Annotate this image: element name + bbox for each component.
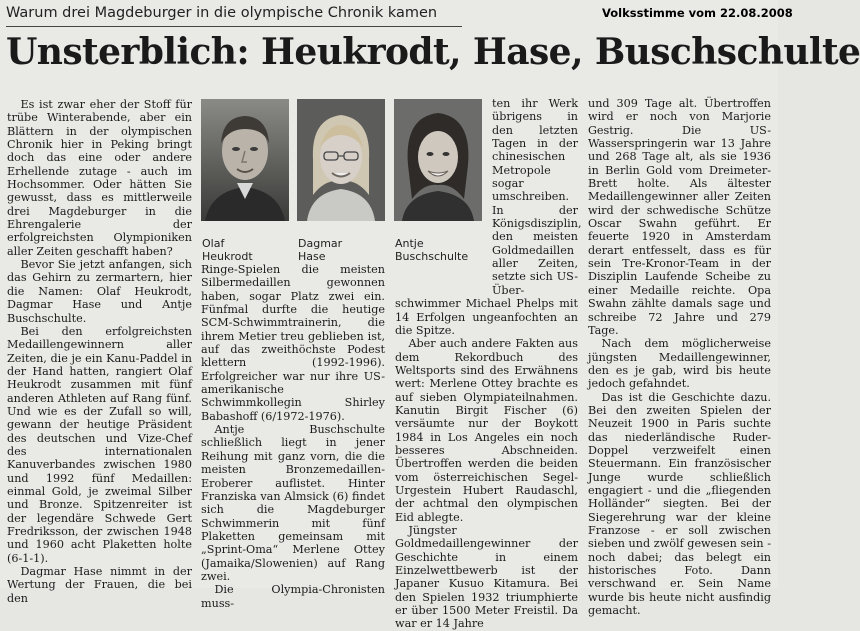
paragraph: Antje Buschschulte schließlich liegt in jener Reihung mit ganz vorn, die die meisten Bronzemedaillen-Eroberer auflistet. Hinter Franziska van Almsick (6) findet sich die Magdeburger Schwimmerin mit fünf Plaketten gemeinsam mit „Sprint-Oma“ Merlene Ottey (Jamaika/Slowenien) auf Rang zwei. bbox=[201, 423, 385, 583]
article-column-1 bbox=[7, 98, 192, 605]
paragraph: schwimmer Michael Phelps mit 14 Erfolgen ungeanfochten an die Spitze. bbox=[395, 297, 578, 337]
paragraph: Dagmar Hase nimmt in der Wertung der Frauen, die bei den bbox=[7, 565, 192, 605]
paragraph: Die Olympia-Chronisten muss- bbox=[201, 583, 385, 610]
article-column-2 bbox=[201, 263, 385, 610]
headline: Unsterblich: Heukrodt, Hase, Buschschulte bbox=[6, 31, 860, 73]
photo-caption-hase: Dagmar Hase bbox=[298, 237, 343, 263]
photo-olaf-heukrodt bbox=[201, 99, 289, 221]
paragraph: Bevor Sie jetzt anfangen, sich das Gehirn zu zermartern, hier die Namen: Olaf Heukrodt, Dagmar Hase und Antje Buschschulte. bbox=[7, 258, 192, 325]
paragraph: Das ist die Geschichte dazu. Bei den zweiten Spielen der Neuzeit 1900 in Paris suchte das niederländische Ruder-Doppel verzweifelt einen Steuermann. Ein französischer Junge wurde schließlich engagiert - und die „fliegenden Holländer“ siegten. Bei der Siegerehrung war der kleine Franzose - er soll zwischen sieben und zwölf gewesen sein - noch dabei; das belegt ein historisches Foto. Dann verschwand er. Sein Name wurde bis heute nicht ausfindig gemacht. bbox=[588, 390, 771, 618]
paragraph: Aber auch andere Fakten aus dem Rekordbuch des Weltsports sind des Erwähnens wert: Merlene Ottey brachte es auf sieben Olympiateilnahmen. Kanutin Birgit Fischer (6) versäumte nur der Boykott 1984 in Los Angeles ein noch besseres Abschneiden. Übertroffen werden die beiden vom österreichischen Segel-Urgestein Hubert Raudaschl, der achtmal den olympischen Eid ablegte. bbox=[395, 337, 578, 524]
paragraph: und 309 Tage alt. Übertroffen wird er noch von Marjorie Gestrig. Die US-Wasserspringerin war 13 Jahre und 268 Tage alt, als sie 1936 in Berlin Gold vom Dreimeter-Brett holte. Als ältester Medaillengewinner aller Zeiten wird der schwedische Schütze Oscar Swahn geführt. Er feuerte 1920 in Amsterdam derart entfesselt, dass es für sein Tre-Kronor-Team in der Disziplin Laufende Scheibe zu einer Medaille reichte. Opa Swahn zählte damals sage und schreibe 72 Jahre und 279 Tage. bbox=[588, 97, 771, 337]
article-column-4 bbox=[588, 97, 771, 618]
article-column-3 bbox=[395, 97, 582, 631]
source-label: Volksstimme vom 22.08.2008 bbox=[602, 6, 793, 20]
paragraph: Ringe-Spielen die meisten Silbermedaillen gewonnen haben, sogar Platz zwei ein. Fünfmal durfte die heutige SCM-Schwimmtrainerin, die ihrem Metier treu geblieben ist, auf das zweithöchste Podest klettern (1992-1996). Erfolgreicher war nur ihre US-amerikanische Schwimmkollegin Shirley Babashoff (6/1972-1976). bbox=[201, 263, 385, 423]
photo-caption-buschschulte: Antje Buschschulte bbox=[395, 237, 469, 263]
kicker-rule bbox=[6, 26, 462, 27]
paragraph: Nach dem möglicherweise jüngsten Medaillengewinner, den es je gab, wird bis heute jedoch gefahndet. bbox=[588, 337, 771, 391]
paragraph: Es ist zwar eher der Stoff für trübe Winterabende, aber ein Blättern in der olympischen Chronik hier in Peking bringt doch das eine oder andere Erhellende zutage - auch im Hochsommer. Oder hätten Sie gewusst, dass es mittlerweile drei Magdeburger in die Ehrengalerie der erfolgreichsten Olympioniken aller Zeiten geschafft haben? bbox=[7, 98, 192, 258]
kicker-line: Warum drei Magdeburger in die olympische Chronik kamen bbox=[6, 5, 438, 21]
paragraph: Bei den erfolgreichsten Medaillengewinnern aller Zeiten, die je ein Kanu-Paddel in der Hand hatten, rangiert Olaf Heukrodt zusammen mit fünf anderen Athleten auf Rang fünf. Und wie es der Zufall so will, gewann der heutige Präsident des deutschen und Vize-Chef des internationalen Kanuverbandes zwischen 1980 und 1992 fünf Medaillen: einmal Gold, je zweimal Silber und Bronze. Spitzenreiter ist der legendäre Schwede Gert Fredriksson, der zwischen 1948 und 1960 acht Plaketten holte (6-1-1). bbox=[7, 324, 192, 565]
photo-dagmar-hase bbox=[297, 99, 385, 221]
paragraph-beside-photo: ten ihr Werk übrigens in den letzten Tagen in der chinesischen Metropole sogar umschreiben. In der Königsdisziplin, den meisten Goldmedaillen aller Zeiten, setzte sich US-Über- bbox=[492, 97, 582, 297]
photo-caption-heukrodt: Olaf Heukrodt bbox=[202, 237, 253, 263]
paragraph: Jüngster Goldmedaillengewinner der Geschichte in einem Einzelwettbewerb ist der Japaner Kusuo Kitamura. Bei den Spielen 1932 triumphierte er über 1500 Meter Freistil. Da war er 14 Jahre bbox=[395, 524, 578, 631]
